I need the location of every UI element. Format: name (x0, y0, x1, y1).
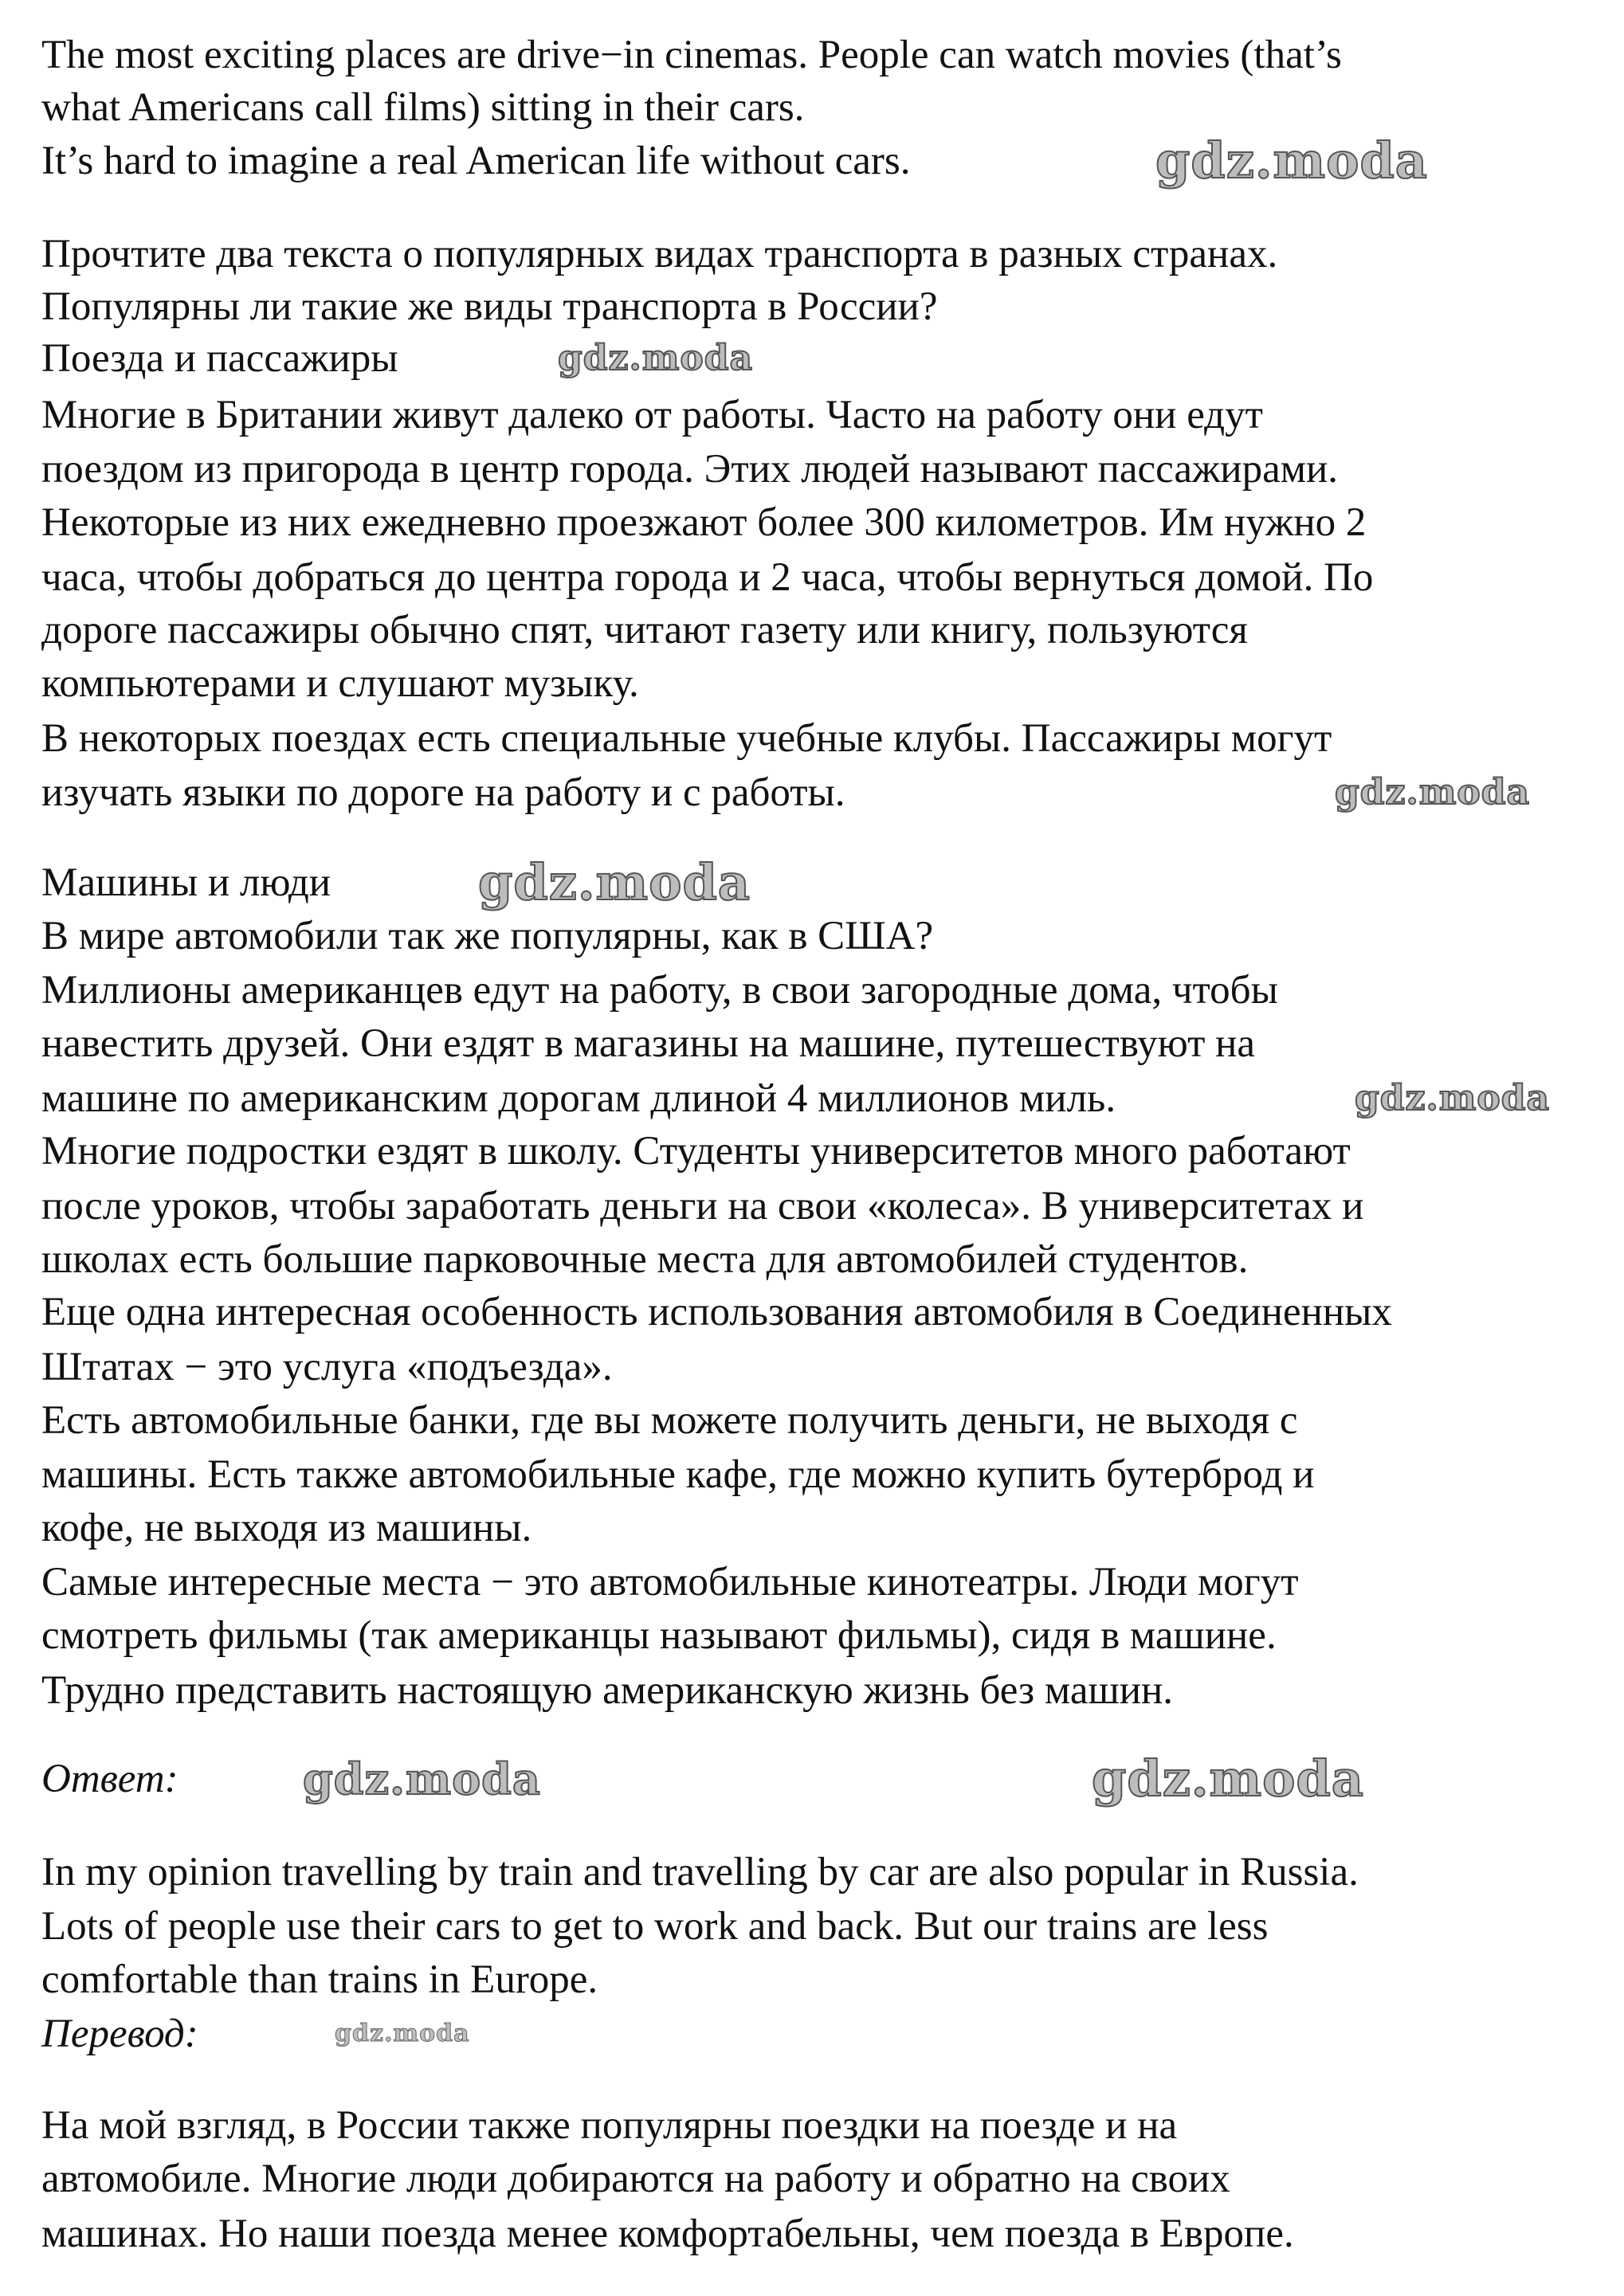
answer-label: Ответ: (41, 1757, 178, 1801)
translation-label: Перевод: (41, 2012, 198, 2056)
text-line: часа, чтобы добраться до центра города и 2 часа, чтобы вернуться домой. По (41, 555, 1374, 600)
text-line: В некоторых поездах есть специальные учебные клубы. Пассажиры могут (41, 716, 1332, 761)
text-line: Есть автомобильные банки, где вы можете получить деньги, не выходя с (41, 1398, 1298, 1443)
text-line: компьютерами и слушают музыку. (41, 661, 639, 706)
answer-line: Lots of people use their cars to get to work and back. But our trains are less (41, 1904, 1269, 1949)
text-line: Миллионы американцев едут на работу, в свои загородные дома, чтобы (41, 968, 1278, 1013)
watermark: gdz.moda (1155, 131, 1428, 190)
text-line: навестить друзей. Они ездят в магазины на машине, путешествуют на (41, 1021, 1256, 1066)
watermark: gdz.moda (1335, 772, 1531, 813)
text-line: Многие подростки ездят в школу. Студенты университетов много работают (41, 1129, 1351, 1173)
section-title-trains: Поезда и пассажиры (41, 336, 398, 381)
text-line: Самые интересные места − это автомобильные кинотеатры. Люди могут (41, 1560, 1299, 1604)
watermark: gdz.moda (1092, 1749, 1364, 1808)
task-instruction: Популярны ли такие же виды транспорта в России? (41, 284, 938, 329)
answer-line: comfortable than trains in Europe. (41, 1957, 598, 2002)
text-line: смотреть фильмы (так американцы называют фильмы), сидя в машине. (41, 1613, 1277, 1658)
answer-line: In my opinion travelling by train and travelling by car are also popular in Russia. (41, 1850, 1359, 1894)
text-line: Еще одна интересная особенность использования автомобиля в Соединенных (41, 1290, 1392, 1334)
text-line: Трудно представить настоящую американскую жизнь без машин. (41, 1668, 1174, 1713)
text-line: кофе, не выходя из машины. (41, 1506, 532, 1550)
text-line: дороге пассажиры обычно спят, читают газету или книгу, пользуются (41, 608, 1248, 652)
task-instruction: Прочтите два текста о популярных видах транспорта в разных странах. (41, 232, 1278, 276)
watermark: gdz.moda (303, 1753, 541, 1804)
text-line: what Americans call films) sitting in their cars. (41, 85, 805, 130)
text-line: Некоторые из них ежедневно проезжают более 300 километров. Им нужно 2 (41, 500, 1367, 545)
text-line: Штатах − это услуга «подъезда». (41, 1345, 613, 1389)
text-line: It’s hard to imagine a real American life without cars. (41, 139, 911, 183)
watermark: gdz.moda (558, 338, 754, 378)
text-line: школах есть большие парковочные места для автомобилей студентов. (41, 1237, 1249, 1282)
translation-line: машинах. Но наши поезда менее комфортабельны, чем поезда в Европе. (41, 2212, 1294, 2256)
watermark: gdz.moda (1355, 1078, 1551, 1119)
watermark: gdz.moda (335, 2020, 470, 2047)
translation-line: На мой взгляд, в России также популярны поездки на поезде и на (41, 2103, 1178, 2148)
text-line: The most exciting places are drive−in cinemas. People can watch movies (that’s (41, 33, 1342, 77)
text-line: изучать языки по дороге на работу и с работы. (41, 770, 845, 815)
text-line: В мире автомобили так же популярны, как в США? (41, 914, 934, 958)
text-line: машины. Есть также автомобильные кафе, где можно купить бутерброд и (41, 1452, 1315, 1497)
text-line: Многие в Британии живут далеко от работы. Часто на работу они едут (41, 393, 1263, 437)
watermark: gdz.moda (478, 853, 751, 911)
translation-line: автомобиле. Многие люди добираются на работу и обратно на своих (41, 2157, 1230, 2201)
text-line: поездом из пригорода в центр города. Этих людей называют пассажирами. (41, 447, 1339, 492)
text-line: после уроков, чтобы заработать деньги на свои «колеса». В университетах и (41, 1184, 1364, 1228)
section-title-cars: Машины и люди (41, 860, 331, 905)
text-line: машине по американским дорогам длиной 4 миллионов миль. (41, 1076, 1116, 1121)
